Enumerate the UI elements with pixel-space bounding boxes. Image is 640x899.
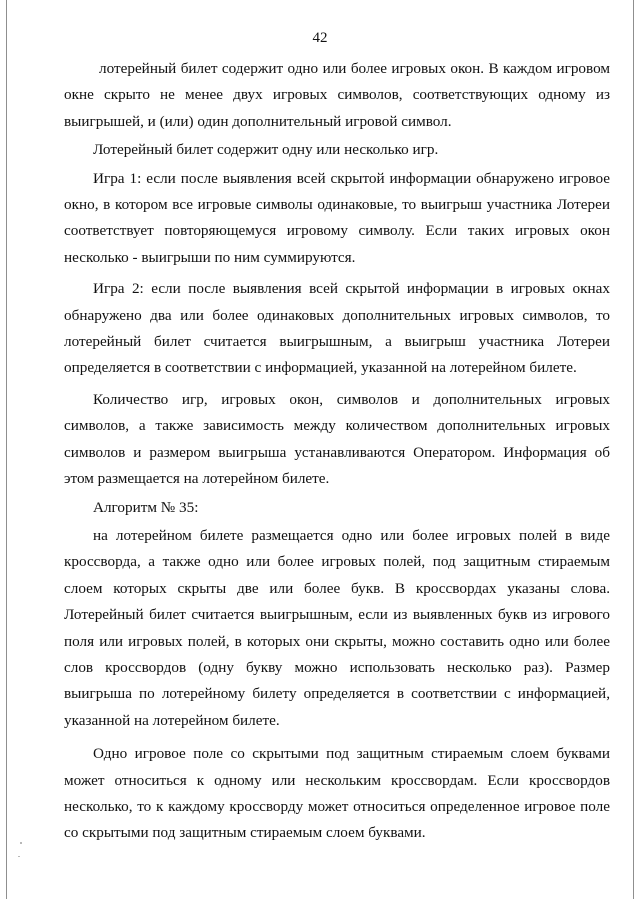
page-number: 42	[312, 30, 328, 46]
scan-speck	[20, 842, 22, 844]
scan-edge-left	[6, 0, 7, 899]
scan-speck	[18, 856, 20, 857]
paragraph-algorithm-heading: Алгоритм № 35:	[93, 498, 199, 516]
paragraph-game-2: Игра 2: если после выявления всей скрытой информации в игровых окнах обнаружено два или более одинаковых дополнительных игровых символов, то лотерейный билет считается выигрышным, а выигрыш участника Лотереи определяется в соответствии с информацией, указанной на лотерейном билете.	[64, 280, 610, 377]
document-body	[64, 56, 610, 847]
paragraph-quantity: Количество игр, игровых окон, символов и дополнительных игровых символов, а также зависимость между количеством дополнительных игровых символов и размером выигрыша устанавливаются Оператором. Информация об этом размещается на лотерейном билете.	[64, 390, 610, 488]
paragraph-2: Лотерейный билет содержит одну или несколько игр.	[93, 141, 439, 159]
paragraph-1: лотерейный билет содержит одно или более игровых окон. В каждом игровом окне скрыто не менее двух игровых символов, соответствующих одному из выигрышей, и (или) один дополнительный игровой символ.	[64, 60, 610, 130]
paragraph-algorithm-35: на лотерейном билете размещается одно или более игровых полей в виде кроссворда, а также одно или более игровых полей, под защитным стираемым слоем которых скрыты две или более букв. В кроссвордах указаны слова. Лотерейный билет считается выигрышным, если из выявленных букв из игрового поля или игровых полей, в которых они скрыты, можно составить одно или более слов кроссвордов (одну букву можно использовать несколько раз). Размер выигрыша по лотерейному билету определяется в соответствии с информацией, указанной на лотерейном билете.	[64, 526, 610, 729]
scan-edge-right	[633, 0, 634, 899]
paragraph-game-1: Игра 1: если после выявления всей скрытой информации обнаружено игровое окно, в котором все игровые символы одинаковые, то выигрыш участника Лотереи соответствует повторяющемуся игровому символу. Если таких игровых окон несколько - выигрыши по ним суммируются.	[64, 169, 610, 266]
paragraph-game-field: Одно игровое поле со скрытыми под защитным стираемым слоем буквами может относиться к одному или нескольким кроссвордам. Если кроссвордов несколько, то к каждому кроссворду может относиться определенное игровое поле со скрытыми под защитным стираемым слоем буквами.	[64, 745, 610, 842]
